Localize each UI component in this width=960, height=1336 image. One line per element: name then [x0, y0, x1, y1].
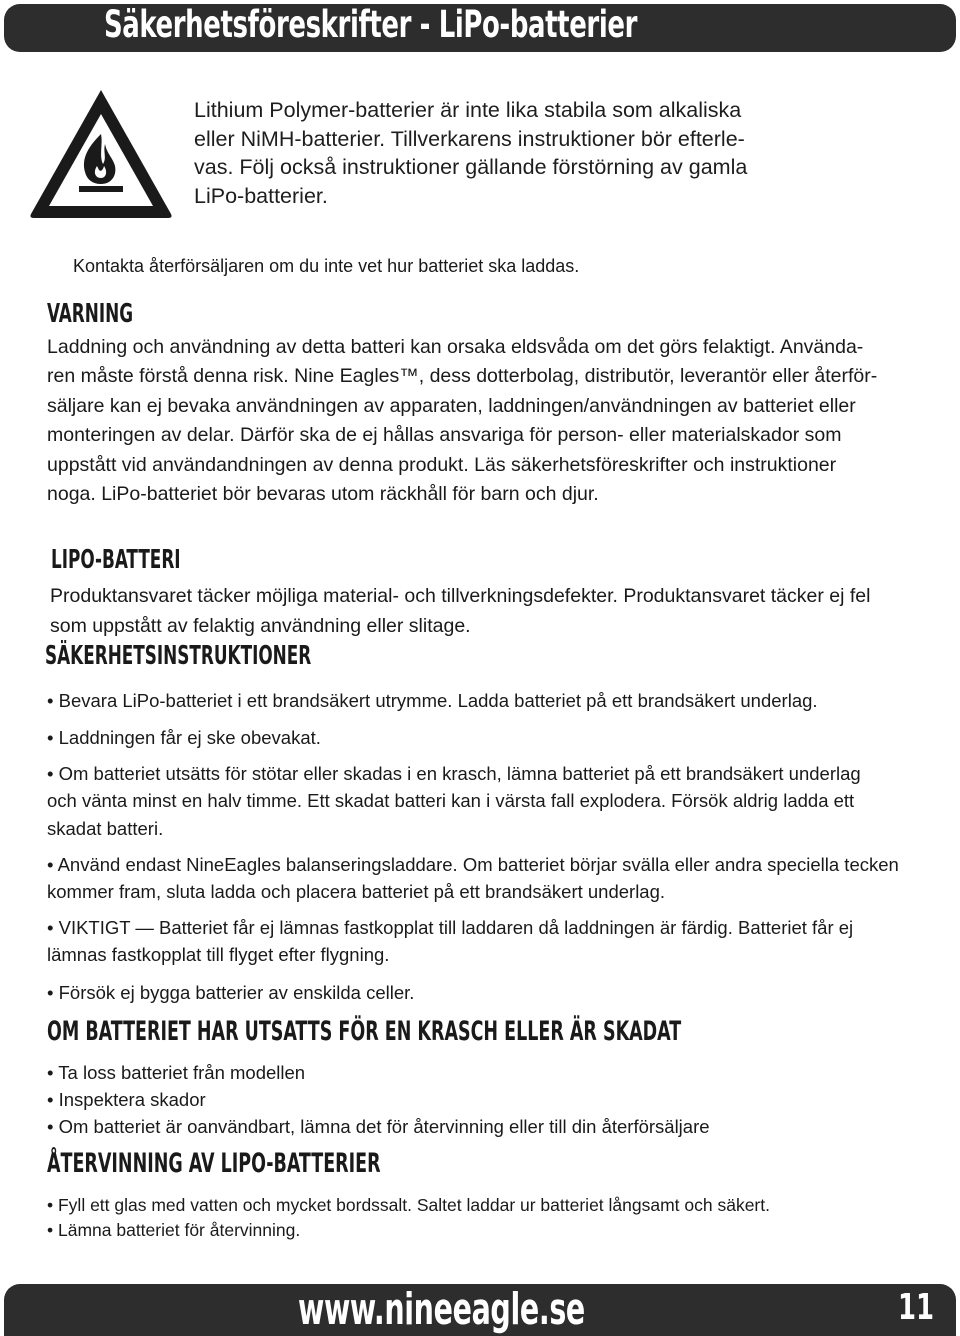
warning-heading: VARNING [47, 299, 134, 329]
warning-line: uppstått vid användandningen av denna produkt. Läs säkerhetsföreskrifter och instruktioner [47, 453, 837, 476]
list-item: • Ta loss batteriet från modellen [47, 1062, 306, 1083]
page-title: Säkerhetsföreskrifter - LiPo-batterier [104, 3, 637, 46]
list-item [47, 724, 321, 751]
warning-line: noga. LiPo-batteriet bör bevaras utom räckhåll för barn och djur. [47, 483, 599, 506]
intro-line: vas. Följ också instruktioner gällande förstörning av gamla [194, 155, 748, 180]
list-item [47, 979, 414, 1006]
intro-paragraph [194, 96, 754, 210]
recycling-list [47, 1193, 770, 1243]
warning-paragraph [47, 333, 877, 509]
crash-list [47, 1059, 710, 1140]
warning-line: säljare kan ej bevaka användningen av apparaten, laddningen/användningen av batteriet eller [47, 394, 856, 417]
lipo-paragraph [50, 582, 870, 641]
lipo-heading: LIPO-BATTERI [51, 545, 181, 575]
intro-line: Lithium Polymer-batterier är inte lika stabila som alkaliska [194, 98, 742, 122]
lipo-line: Produktansvaret täcker möjliga material- och tillverkningsdefekter. Produktansvaret täcker ej fel [50, 585, 871, 607]
list-item-text: • Försök ej bygga batterier av enskilda celler. [47, 982, 415, 1003]
list-item: • Lämna batteriet för återvinning. [47, 1220, 301, 1240]
list-item-text: • VIKTIGT — Batteriet får ej lämnas fastkopplat till laddaren då laddningen är färdig. Batteriet får ej [47, 917, 854, 938]
list-item-text: skadat batteri. [47, 817, 164, 839]
list-item [47, 687, 818, 714]
flammable-warning-icon [27, 86, 175, 220]
list-item-text: lämnas fastkopplat till flyget efter flygning. [47, 944, 390, 966]
list-item [47, 914, 853, 969]
list-item-text: och vänta minst en halv timme. Ett skadat batteri kan i värsta fall explodera. Försök aldrig ladda ett [47, 790, 855, 812]
list-item-text: • Använd endast NineEagles balanseringsladdare. Om batteriet börjar svälla eller andra speciella tecken [47, 854, 899, 875]
intro-line: LiPo-batterier. [194, 183, 328, 208]
list-item: • Fyll ett glas med vatten och mycket bordssalt. Saltet laddar ur batteriet långsamt och säkert. [47, 1195, 770, 1215]
warning-line: ren måste förstå denna risk. Nine Eagles™, dess dotterbolag, distributör, leverantör eller återför- [47, 365, 878, 388]
list-item [47, 851, 899, 906]
list-item [47, 760, 861, 842]
list-item-text: kommer fram, sluta ladda och placera batteriet på ett brandsäkert underlag. [47, 881, 666, 903]
website-link[interactable]: www.nineeagle.se [298, 1284, 585, 1335]
contact-note: Kontakta återförsäljaren om du inte vet hur batteriet ska laddas. [73, 256, 580, 276]
crash-heading: OM BATTERIET HAR UTSATTS FÖR EN KRASCH ELLER ÄR SKADAT [47, 1016, 682, 1047]
list-item: • Om batteriet är oanvändbart, lämna det för återvinning eller till din återförsäljare [47, 1116, 710, 1137]
list-item-text: • Bevara LiPo-batteriet i ett brandsäkert utrymme. Ladda batteriet på ett brandsäkert underlag. [47, 690, 818, 711]
list-item-text: • Laddningen får ej ske obevakat. [47, 727, 321, 748]
lipo-line: som uppstått av felaktig användning eller slitage. [50, 614, 471, 637]
page-number: 11 [898, 1287, 935, 1328]
warning-line: monteringen av delar. Därför ska de ej hållas ansvariga för person- eller materialskador som [47, 424, 842, 447]
list-item: • Inspektera skador [47, 1089, 206, 1110]
intro-line: eller NiMH-batterier. Tillverkarens instruktioner bör efterle- [194, 126, 745, 151]
list-item-text: • Om batteriet utsätts för stötar eller skadas i en krasch, lämna batteriet på ett brandsäkert underlag [47, 763, 861, 784]
warning-line: Laddning och användning av detta batteri kan orsaka eldsvåda om det görs felaktigt. Använda- [47, 336, 864, 358]
recycling-heading: ÅTERVINNING AV LIPO-BATTERIER [47, 1148, 381, 1179]
safety-heading: SÄKERHETSINSTRUKTIONER [45, 641, 312, 671]
